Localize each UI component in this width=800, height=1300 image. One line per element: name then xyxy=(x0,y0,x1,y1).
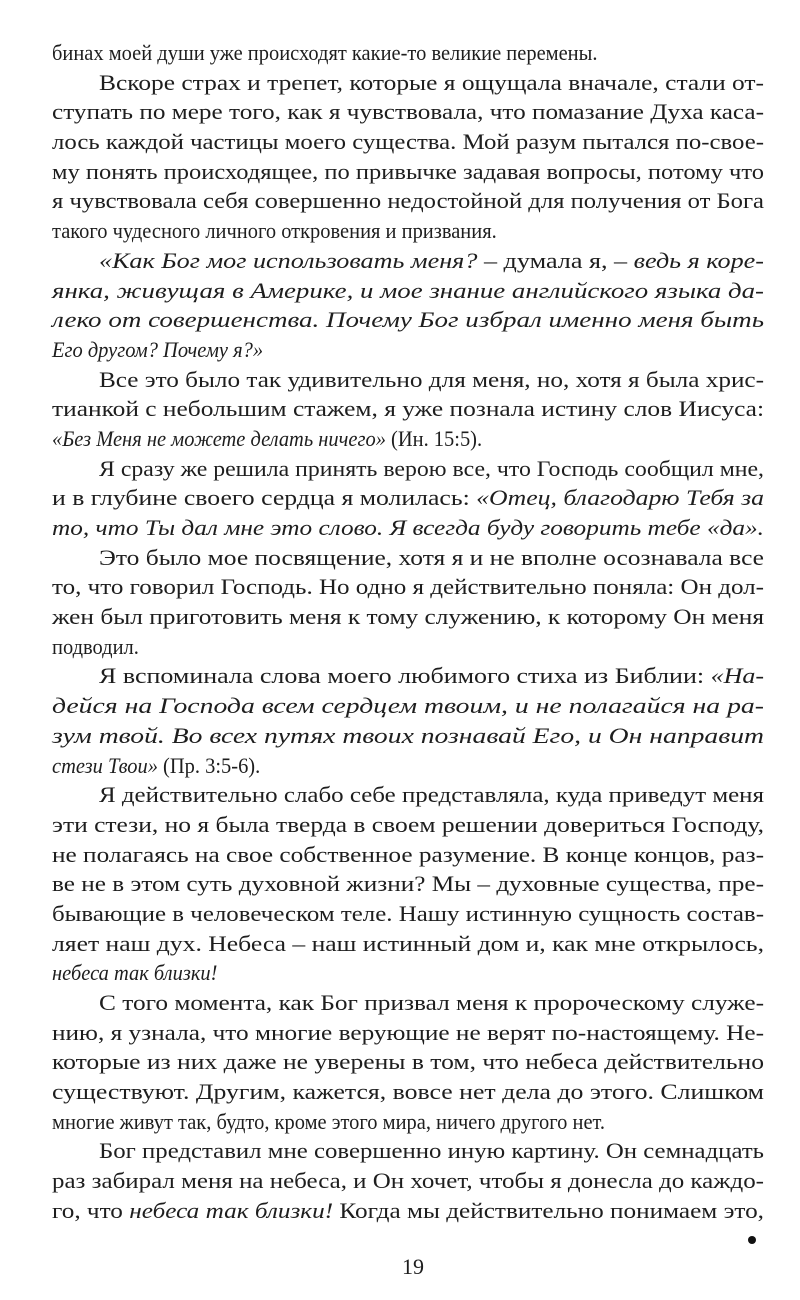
text-segment: ве не в этом суть духовной жизни? Мы – духовные существа, пре- xyxy=(52,871,764,897)
text-line-content xyxy=(52,216,497,246)
text-line xyxy=(52,810,764,840)
text-segment: Бог представил мне совершенно иную картину. Он семнадцать xyxy=(99,1138,764,1164)
italic-text: Его другом? Почему я?» xyxy=(52,336,264,362)
text-line-content xyxy=(52,751,260,781)
text-segment: бывающие в человеческом теле. Нашу истинную сущность состав- xyxy=(52,900,764,926)
text-line xyxy=(52,661,764,691)
text-segment: лось каждой частицы моего существа. Мой разум пытался по-свое- xyxy=(52,129,764,155)
text-line xyxy=(52,602,764,632)
italic-text: ведь я коре- xyxy=(633,247,764,273)
text-segment: Все это было так удивительно для меня, но, хотя я была хрис- xyxy=(99,366,764,392)
text-line-content xyxy=(52,1166,764,1196)
text-line xyxy=(52,1047,764,1077)
italic-text: «Отец, благодарю Тебя за xyxy=(476,485,764,511)
text-line xyxy=(52,751,764,781)
text-line xyxy=(52,38,764,68)
text-line-content xyxy=(52,1107,605,1137)
text-segment: раз забирал меня на небеса, и Он хочет, чтобы я донесла до каждо- xyxy=(52,1168,765,1194)
text-segment: го, что xyxy=(52,1197,130,1223)
text-line xyxy=(52,1018,764,1048)
text-line-content xyxy=(52,424,482,454)
text-line xyxy=(52,958,764,988)
text-line xyxy=(52,1107,764,1137)
text-line xyxy=(52,721,764,751)
bullet-dot xyxy=(748,1236,756,1244)
text-line xyxy=(52,394,764,424)
text-segment: му понять происходящее, по привычке задавая вопросы, потому что xyxy=(52,158,764,184)
text-line xyxy=(52,988,764,1018)
text-line-content xyxy=(99,780,764,810)
text-line xyxy=(52,780,764,810)
text-segment: Вскоре страх и трепет, которые я ощущала вначале, стали от- xyxy=(99,69,764,95)
text-segment: С того момента, как Бог призвал меня к пророческому служе- xyxy=(99,990,764,1015)
text-line-content xyxy=(52,38,597,68)
text-line-content xyxy=(52,276,764,306)
text-line xyxy=(52,572,764,602)
text-line xyxy=(52,691,764,721)
text-line xyxy=(52,186,764,216)
text-line-content xyxy=(99,365,764,395)
text-segment: такого чудесного личного откровения и призвания. xyxy=(52,218,497,244)
text-segment: Я вспоминала слова моего любимого стиха из Библии: xyxy=(99,663,711,689)
text-line-content xyxy=(52,929,764,959)
text-segment: существуют. Другим, кажется, вовсе нет дела до этого. Слишком xyxy=(52,1079,765,1105)
text-line xyxy=(52,276,764,306)
text-line-content xyxy=(99,68,764,98)
text-line xyxy=(52,1196,764,1226)
text-segment: Это было мое посвящение, хотя я и не вполне осознавала все xyxy=(99,544,764,570)
text-line xyxy=(52,840,764,870)
italic-text: небеса так близки! xyxy=(129,1197,334,1223)
text-segment: ляет наш дух. Небеса – наш истинный дом и, как мне открылось, xyxy=(52,930,764,956)
text-line xyxy=(52,454,764,484)
text-line xyxy=(52,246,764,276)
italic-text: небеса так близки! xyxy=(52,960,218,986)
text-line-content xyxy=(52,157,764,187)
italic-text: стези Твои» xyxy=(52,752,158,778)
text-line xyxy=(52,424,764,454)
text-line-content xyxy=(52,335,263,365)
text-line-content xyxy=(52,572,764,602)
italic-text: «Без Меня не можете делать ничего» xyxy=(52,425,386,451)
text-line xyxy=(52,543,764,573)
text-line xyxy=(52,513,764,543)
text-segment: жен был приготовить меня к тому служению, к которому Он меня xyxy=(52,604,764,630)
text-line xyxy=(52,1166,764,1196)
text-line-content xyxy=(52,691,764,721)
text-segment: и в глубине своего сердца я молилась: xyxy=(52,485,477,511)
text-segment: подводил. xyxy=(52,633,139,659)
text-segment: я чувствовала себя совершенно недостойной для получения от Бога xyxy=(52,188,764,214)
text-line-content xyxy=(52,958,217,988)
text-line xyxy=(52,1136,764,1166)
italic-text: «Как Бог мог использовать меня? xyxy=(99,247,478,273)
text-line-content xyxy=(52,186,764,216)
text-line xyxy=(52,869,764,899)
text-line-content xyxy=(52,394,764,424)
text-line-content xyxy=(99,246,764,276)
italic-text: дейся на Господа всем сердцем твоим, и не полагайся на ра- xyxy=(52,693,764,719)
page-number: 19 xyxy=(402,1254,424,1279)
body-text xyxy=(52,38,764,1226)
text-line xyxy=(52,1077,764,1107)
text-line-content xyxy=(99,1136,764,1166)
text-line xyxy=(52,68,764,98)
text-line xyxy=(52,335,764,365)
text-line xyxy=(52,365,764,395)
text-line xyxy=(52,216,764,246)
italic-text: янка, живущая в Америке, и мое знание английского языка да- xyxy=(52,277,764,303)
text-line-content xyxy=(52,483,764,513)
text-line-content xyxy=(52,305,764,335)
text-line-content xyxy=(52,1196,764,1226)
text-line-content xyxy=(99,543,764,573)
text-line-content xyxy=(52,840,764,870)
text-segment: Я действительно слабо себе представляла, куда приведут меня xyxy=(99,782,764,808)
italic-text: «На- xyxy=(710,663,764,689)
text-segment: многие живут так, будто, кроме этого мира, ничего другого нет. xyxy=(52,1108,606,1134)
text-segment: бинах моей души уже происходят какие-то великие перемены. xyxy=(52,40,598,65)
text-line xyxy=(52,632,764,662)
text-segment: то, что говорил Господь. Но одно я действительно поняла: Он дол- xyxy=(52,574,764,600)
text-line-content xyxy=(52,810,764,840)
text-line-content xyxy=(52,1018,764,1048)
text-line-content xyxy=(52,632,139,662)
text-line-content xyxy=(52,97,764,127)
text-segment: (Ин. 15:5). xyxy=(385,425,483,451)
text-line xyxy=(52,127,764,157)
text-line xyxy=(52,305,764,335)
text-segment: не полагаясь на свое собственное разумение. В конце концов, раз- xyxy=(52,841,764,867)
italic-text: зум твой. Во всех путях твоих познавай Его, и Он направит xyxy=(52,722,764,748)
text-line-content xyxy=(52,1047,764,1077)
text-line xyxy=(52,929,764,959)
text-segment: – думала я, – xyxy=(477,247,634,273)
text-line xyxy=(52,483,764,513)
italic-text: то, что Ты дал мне это слово. Я всегда буду говорить тебе «да». xyxy=(52,515,764,540)
text-segment: Я сразу же решила принять верою все, что Господь сообщил мне, xyxy=(99,455,765,481)
text-line-content xyxy=(99,661,764,691)
text-line-content xyxy=(52,899,764,929)
text-line-content xyxy=(99,454,764,484)
text-segment: эти стези, но я была тверда в своем решении довериться Господу, xyxy=(52,811,764,837)
italic-text: леко от совершенства. Почему Бог избрал именно меня быть xyxy=(52,307,764,333)
text-segment: которые из них даже не уверены в том, что небеса действительно xyxy=(52,1049,764,1075)
text-line-content xyxy=(52,721,764,751)
text-line xyxy=(52,157,764,187)
text-line-content xyxy=(52,127,764,157)
text-line xyxy=(52,97,764,127)
text-segment: Когда мы действительно понимаем это, xyxy=(333,1197,764,1223)
text-line-content xyxy=(99,988,764,1018)
text-line-content xyxy=(52,869,764,899)
text-line-content xyxy=(52,513,764,543)
text-segment: тианкой с небольшим стажем, я уже познала истину слов Иисуса: xyxy=(52,396,765,422)
text-segment: (Пр. 3:5-6). xyxy=(157,752,261,778)
text-line-content xyxy=(52,602,764,632)
text-segment: ступать по мере того, как я чувствовала, что помазание Духа каса- xyxy=(52,99,764,125)
text-line xyxy=(52,899,764,929)
text-segment: нию, я узнала, что многие верующие не верят по-настоящему. Не- xyxy=(52,1019,764,1045)
text-line-content xyxy=(52,1077,764,1107)
